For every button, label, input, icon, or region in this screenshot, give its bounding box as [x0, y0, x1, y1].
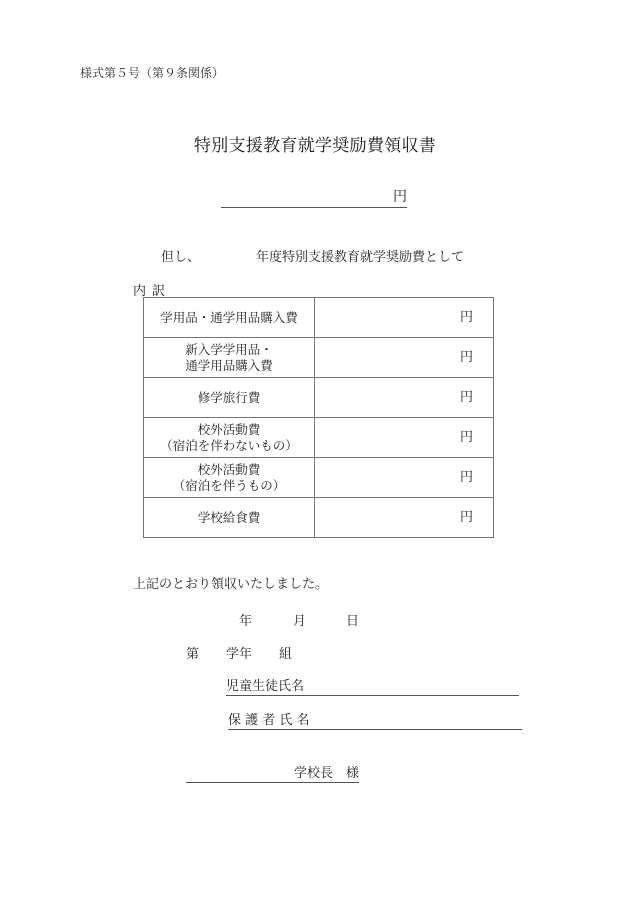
date-day-label: 日 [346, 614, 360, 629]
student-name-field[interactable] [226, 676, 519, 696]
table-row [144, 378, 494, 418]
table-row [144, 458, 494, 498]
item-amount-field[interactable] [315, 498, 494, 538]
item-label: 校外活動費 （宿泊を伴うもの） [144, 458, 315, 498]
yen-unit: 円 [459, 309, 473, 325]
table-row [144, 418, 494, 458]
form-number: 様式第５号（第９条関係） [80, 66, 225, 80]
item-label: 校外活動費 （宿泊を伴わないもの） [144, 418, 315, 458]
item-amount-field[interactable] [315, 458, 494, 498]
document-title: 特別支援教育就学奨励費領収書 [193, 136, 437, 156]
item-amount-field[interactable] [315, 338, 494, 378]
item-amount-field[interactable] [315, 418, 494, 458]
principal-suffix: 学校長 様 [293, 766, 359, 781]
item-label: 修学旅行費 [144, 378, 315, 418]
grade-class-label: 組 [279, 647, 293, 662]
guardian-name-label: 保 護 者 氏 名 [228, 713, 310, 728]
yen-unit: 円 [459, 389, 473, 405]
table-row [144, 498, 494, 538]
purpose-prefix: 但し、 [161, 250, 201, 265]
date-year-label: 年 [239, 614, 253, 629]
item-label: 学用品・通学用品購入費 [144, 298, 315, 338]
item-label: 学校給食費 [144, 498, 315, 538]
date-month-label: 月 [293, 614, 307, 629]
receipt-statement: 上記のとおり領収いたしました。 [133, 577, 329, 592]
item-label: 新入学学用品・ 通学用品購入費 [144, 338, 315, 378]
table-row [144, 298, 494, 338]
yen-unit: 円 [459, 429, 473, 445]
yen-unit: 円 [459, 509, 473, 525]
guardian-name-field[interactable] [228, 710, 522, 730]
grade-year-label: 学年 [226, 647, 253, 662]
school-principal-field[interactable] [186, 763, 359, 783]
purpose-suffix: 年度特別支援教育就学奨励費として [256, 250, 465, 265]
yen-unit: 円 [459, 469, 473, 485]
student-name-label: 児童生徒氏名 [226, 679, 305, 694]
table-row [144, 338, 494, 378]
total-amount-unit: 円 [393, 189, 407, 205]
breakdown-heading: 内訳 [133, 284, 172, 299]
total-amount-field[interactable] [221, 190, 407, 208]
breakdown-table [143, 297, 494, 538]
item-amount-field[interactable] [315, 378, 494, 418]
yen-unit: 円 [459, 349, 473, 365]
grade-dai-label: 第 [186, 647, 200, 662]
item-amount-field[interactable] [315, 298, 494, 338]
